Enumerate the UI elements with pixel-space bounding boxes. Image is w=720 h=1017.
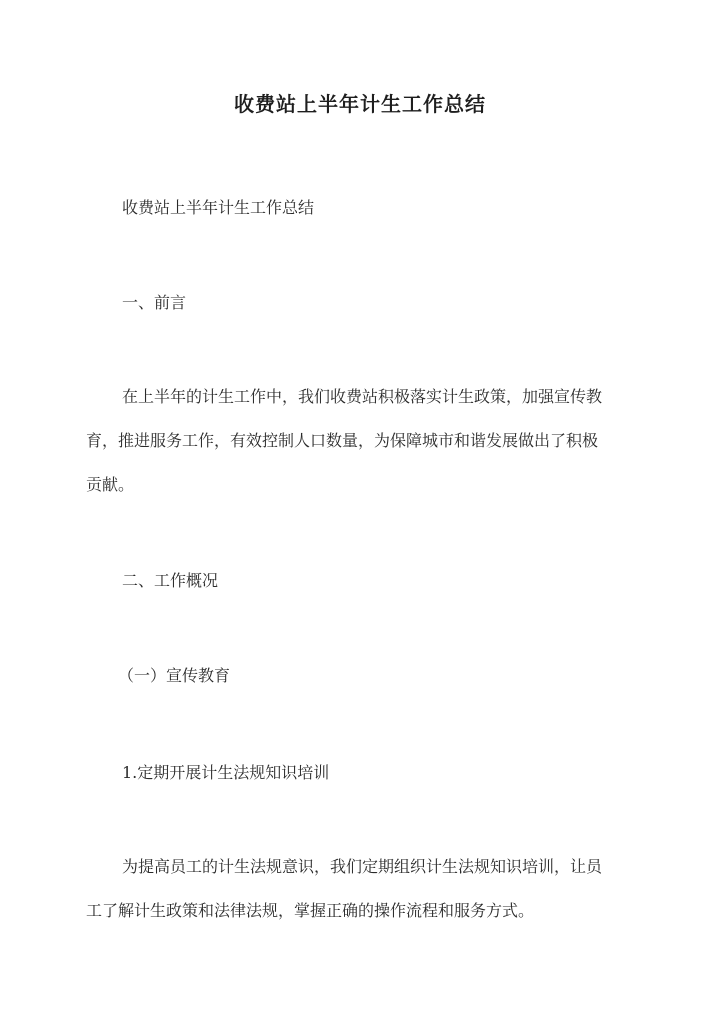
document-title: 收费站上半年计生工作总结: [234, 92, 486, 116]
paragraph-line: 在上半年的计生工作中，我们收费站积极落实计生政策，加强宣传教: [122, 387, 603, 406]
paragraph-line: 为提高员工的计生法规意识，我们定期组织计生法规知识培训，让员: [122, 857, 603, 876]
training-paragraph: [86, 857, 634, 945]
paragraph-line: 育，推进服务工作，有效控制人口数量，为保障城市和谐发展做出了积极: [86, 431, 599, 450]
preface-paragraph: [86, 387, 634, 519]
section-heading-overview: 二、工作概况: [122, 571, 219, 590]
section-heading-preface: 一、前言: [122, 293, 187, 312]
subsection-heading-publicity: （一）宣传教育: [118, 666, 231, 685]
document-subtitle: 收费站上半年计生工作总结: [122, 198, 315, 217]
paragraph-line: 工了解计生政策和法律法规，掌握正确的操作流程和服务方式。: [86, 901, 535, 920]
paragraph-line: 贡献。: [86, 475, 135, 494]
item-heading-training: 1.定期开展计生法规知识培训: [122, 763, 330, 782]
